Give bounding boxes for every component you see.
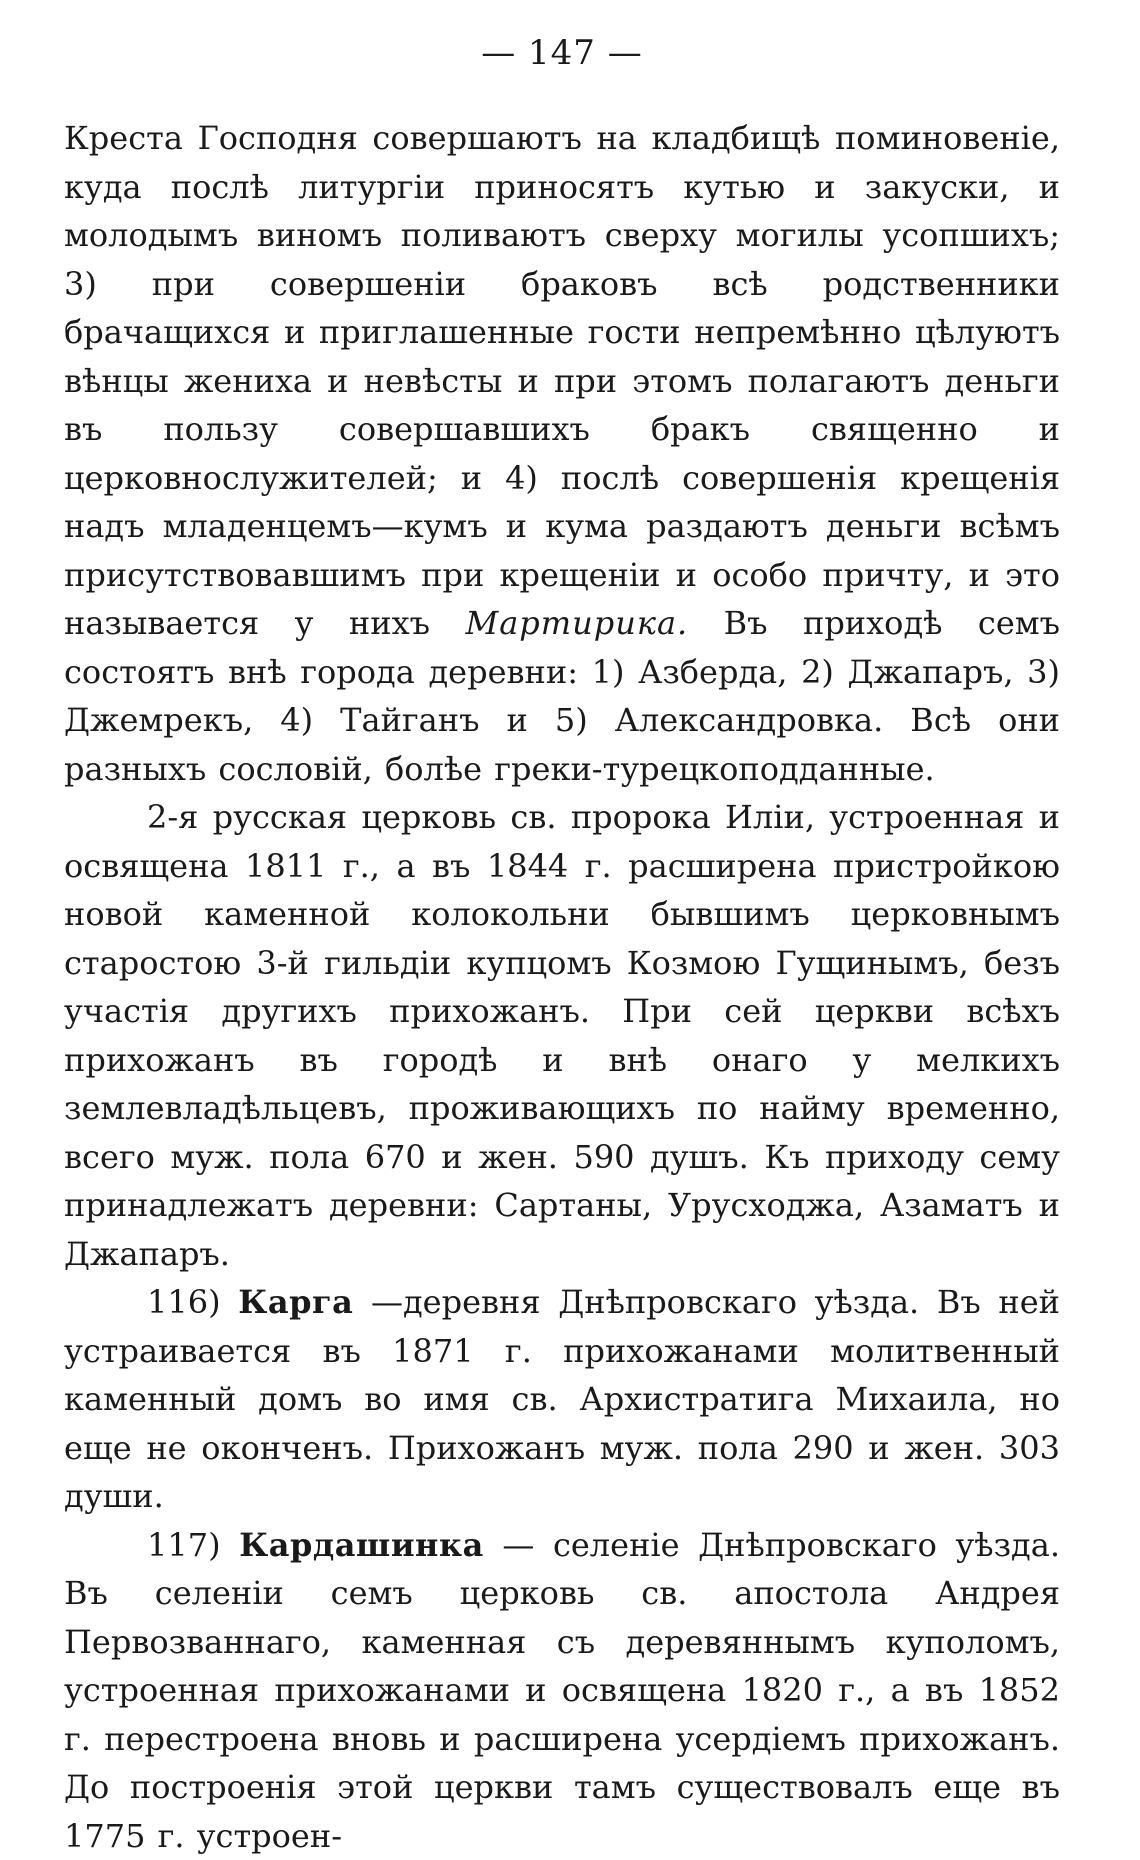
paragraph-text: Креста Господня совершаютъ на кладбищѣ поминовеніе, куда послѣ литургіи приносятъ кутью и закуски, и молодымъ виномъ поливаютъ сверху могилы усопшихъ; 3) при совершеніи браковъ всѣ родственники брачащихся и приглашенные гости непремѣнно цѣлуютъ вѣнцы жениха и невѣсты и при этомъ полагаютъ деньги въ пользу совершавшихъ бракъ священно и церковнослужителей; и 4) послѣ совершенія крещенія надъ младенцемъ—кумъ и кума раздаютъ деньги всѣмъ присутствовавшимъ при крещеніи и особо причту, и это называется у нихъ	[64, 119, 1060, 642]
entry-title: Карга	[238, 1283, 353, 1321]
paragraph-ilia-church: 2-я русская церковь св. пророка Иліи, устроенная и освящена 1811 г., а въ 1844 г. расширена пристройкою новой каменной колокольни бывшимъ церковнымъ старостою 3-й гильдіи купцомъ Козмою Гущинымъ, безъ участія другихъ прихожанъ. При сей церкви всѣхъ прихожанъ въ городѣ и внѣ онаго у мелкихъ землевладѣльцевъ, проживающихъ по найму временно, всего муж. пола 670 и жен. 590 душъ. Къ приходу сему принадлежатъ деревни: Сартаны, Урусходжа, Азаматъ и Джапаръ.	[64, 793, 1060, 1278]
entry-kardashinka	[64, 1521, 1060, 1860]
entry-text: — селеніе Днѣпровскаго уѣзда. Въ селеніи семъ церковь св. апостола Андрея Первозваннаго, каменная съ деревяннымъ куполомъ, устроенная прихожанами и освящена 1820 г., а въ 1852 г. перестроена вновь и расширена усердіемъ прихожанъ. До построенія этой церкви тамъ существовалъ еще въ 1775 г. устроен-	[64, 1526, 1060, 1855]
entry-text: —деревня Днѣпровскаго уѣзда. Въ ней устраивается въ 1871 г. прихожанами молитвенный каменный домъ во имя св. Архистратига Михаила, но еще не оконченъ. Прихожанъ муж. пола 290 и жен. 303 души.	[64, 1283, 1060, 1515]
italic-term: Мартирика.	[465, 604, 688, 642]
entry-title: Кардашинка	[239, 1526, 484, 1564]
entry-number: 117)	[147, 1526, 221, 1564]
entry-karga	[64, 1278, 1060, 1521]
entry-number: 116)	[147, 1283, 221, 1321]
paragraph-text: Въ приходѣ семъ состоятъ внѣ города деревни: 1) Азберда, 2) Джапаръ, 3) Джемрекъ, 4) Тайганъ и 5) Александровка. Всѣ они разныхъ сословій, болѣе греки-турецкоподданные.	[64, 604, 1060, 788]
page-number: — 147 —	[64, 26, 1060, 80]
paragraph-continuation	[64, 114, 1060, 793]
